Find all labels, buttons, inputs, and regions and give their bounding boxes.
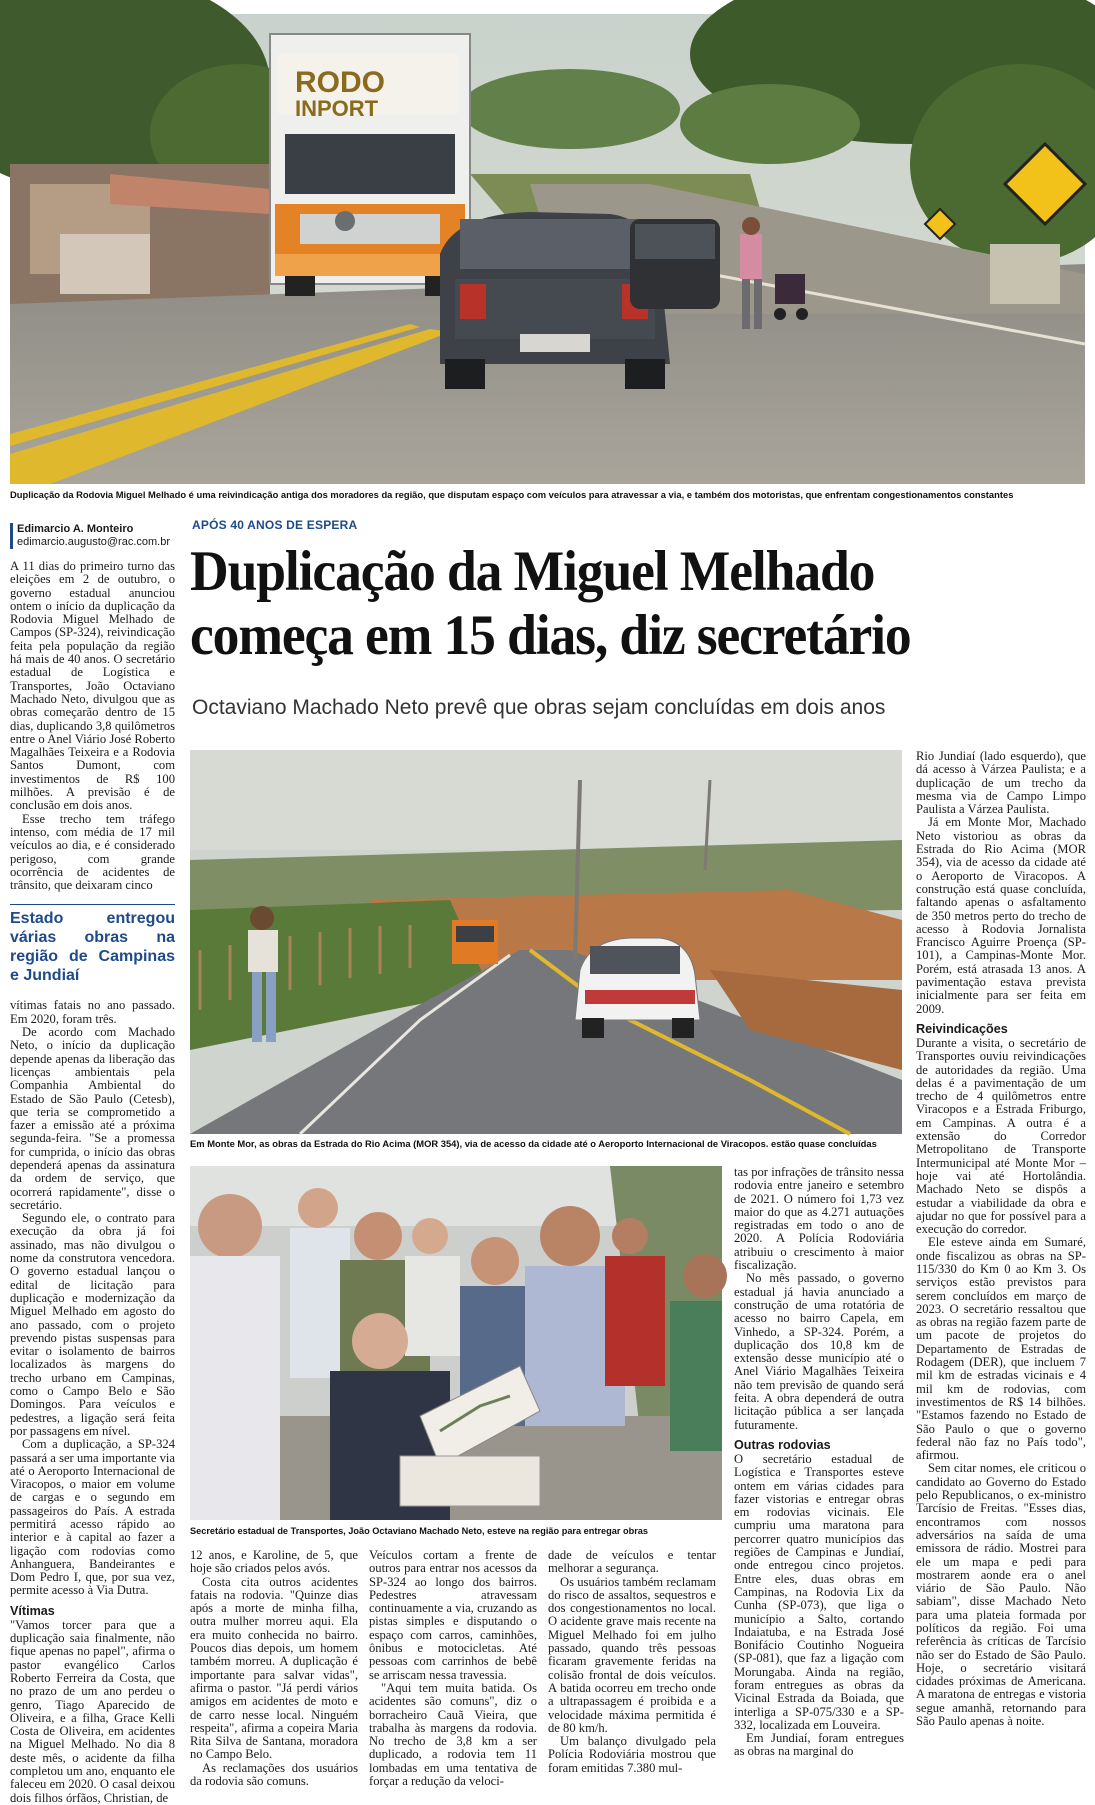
subhead-reivindicacoes: Reivindicações [916,1021,1008,1036]
deck: Octaviano Machado Neto prevê que obras sejam concluídas em dois anos [192,696,886,719]
column-5 [734,1166,904,1796]
column-4 [548,1549,716,1796]
byline [10,523,177,549]
highway-scene-illustration [10,14,1085,484]
col6-paragraph: Rio Jundiaí (lado esquerdo), que dá acesso à Várzea Paulista; e a duplicação de um trecho da mesma via de Campo Limpo Paulista a Várzea Paulista. [916,749,1086,817]
col5-paragraph: O secretário estadual de Logística e Transportes esteve ontem em várias cidades para fazer vistorias e entregar obras em rodovias vicinais. Ele cumpriu uma maratona para percorrer quatro municípios das regiões de Campinas e Jundiaí, onde entregou cinco projetos. Entre eles, duas obras em Campinas, na Rodovia Lix da Cunha (SP-073), que liga o município a Salto, cortando Indaiatuba, e na Estrada José Bonifácio Coutinho Nogueira (SP-081), que faz a ligação com Morungaba. Ainda na região, foram entregues as obras da Vicinal Estrada da Boiada, que interliga a SP-075/330 e a SP-332, localizada em Louveira. [734,1451,904,1732]
truck-sign-line1: RODO [295,66,385,99]
col4-paragraph: dade de veículos e tentar melhorar a segurança. [548,1548,716,1576]
col1-paragraph: "Vamos torcer para que a duplicação saia finalmente, não fique apenas no papel", afirma o pastor evangélico Carlos Roberto Ferreira da Costa, que no prazo de um ano perdeu o genro, Tiago Aparecido de Oliveira, e a filha, Grace Kelli Costa de Oliveira, em acidentes na Miguel Melhado. No dia 8 deste mês, o acidente da filha completou um ano, enquanto ele faleceu em 2020. O casal deixou dois filhos órfãos, Christian, de [10,1617,175,1805]
col1-paragraph: Com a duplicação, a SP-324 passará a ser uma importante via até o Aeroporto Internacional de Viracopos, o maior em volume de cargas e o segundo em passageiros do País. A estrada permitirá acesso rápido ao interior e à capital ao fazer a ligação com rodovias como Anhanguera, Bandeirantes e Dom Pedro I, que, por sua vez, permite acesso à Via Dutra. [10,1437,175,1598]
col1-paragraph: A 11 dias do primeiro turno das eleições em 2 de outubro, o governo estadual anunciou ontem o início da duplicação da Rodovia Miguel Melhado de Campos (SP-324), reivindicação feita pela população da região há mais de 40 anos. O secretário estadual de Logística e Transportes, João Octaviano Machado Neto, divulgou que as obras começarão dentro de 15 dias, duplicando 3,8 quilômetros entre o Anel Viário José Roberto Magalhães Teixeira e a Rodovia Santos Dumont, com investimentos de R$ 100 milhões. A previsão é de conclusão em dois anos. [10,559,175,813]
col6-paragraph: Durante a visita, o secretário de Transportes ouviu reivindicações de autoridades da região. Uma delas é a pavimentação de um trecho de 4 quilômetros entre Viracopos e a Estrada Friburgo, em Campinas. A outra é a extensão do Corredor Metropolitano de Transporte Intermunicipal até Monte Mor – hoje vai até Hortolândia. Machado Neto se dispôs a estudar a viabilidade da obra e ajudar no que for possível para a execução do corredor. [916,1035,1086,1237]
middle-photo [190,750,902,1134]
pull-quote-rule [10,904,175,905]
byline-author: Edimarcio A. Monteiro [17,523,134,535]
column-1 [10,559,175,1805]
col2-paragraph: Costa cita outros acidentes fatais na rodovia. "Quinze dias após a morte de minha filha, outra mulher morreu aqui. Ela era muito conhecida no bairro. Poucos dias depois, um homem também morreu. A duplicação é importante para salvar vidas", afirma o pastor. "Já perdi vários amigos em acidentes de moto e de carro nesse local. Ninguém respeita", afirma a copeira Maria Rita Silva de Santana, moradora no Campo Belo. [190,1574,358,1762]
col5-paragraph: tas por infrações de trânsito nessa rodovia entre janeiro e setembro de 2021. O número foi 1,73 vez maior do que as 4.271 autuações registradas em todo o ano de 2020. A Polícia Rodoviária atribuiu o crescimento à maior fiscalização. [734,1165,904,1273]
col5-paragraph: No mês passado, o governo estadual já havia anunciado a construção de uma rotatória de acesso no bairro Capela, em Vinhedo, a SP-324. Porém, a duplicação dos 10,8 km de extensão desse município até o Anel Viário Magalhães Teixeira não tem previsão de quando será feita. A obra dependerá de outra licitação pública a ser lançada futuramente. [734,1271,904,1432]
subhead-vitimas: Vítimas [10,1603,55,1618]
col6-paragraph: Já em Monte Mor, Machado Neto vistoriou as obras da Estrada do Rio Acima (MOR 354), via de acesso da cidade até o Aeroporto de Viracopos. A construção está quase concluída, faltando apenas o asfaltamento de 350 metros perto do trecho de acesso à Rodovia Jornalista Francisco Aguirre Proença (SP-101), a Campinas-Monte Mor. Porém, está atrasada 13 anos. A pavimentação estava prevista inicialmente para ser feita em 2009. [916,815,1086,1016]
column-6 [916,750,1086,1796]
col1-paragraph: De acordo com Machado Neto, o início da duplicação depende apenas da liberação das licenças ambientais pela Companhia Ambiental do Estado de São Paulo (Cetesb), que teria se comprometido a fazer a emissão até a próxima segunda-feira. "Se a promessa for cumprida, o início das obras dependerá apenas da assinatura da ordem de serviço, que ocorrerá rapidamente", disse o secretário. [10,1025,175,1212]
bottom-photo-caption: Secretário estadual de Transportes, João Octaviano Machado Neto, esteve na região para entregar obras [190,1526,649,1536]
middle-photo-caption: Em Monte Mor, as obras da Estrada do Rio Acima (MOR 354), via de acesso da cidade até o Aeroporto Internacional de Viracopos. estão quase concluídas [190,1138,877,1149]
subhead-outras-rodovias: Outras rodovias [734,1437,831,1452]
col1-paragraph: Esse trecho tem tráfego intenso, com média de 17 mil veículos ao dia, e é considerado perigoso, com grande ocorrência de acidentes de trânsito, que deixaram cinco [10,811,175,893]
col4-paragraph: Os usuários também reclamam do risco de assaltos, sequestros e dos congestionamentos no local. O acidente grave mais recente na Miguel Melhado foi em julho passado, quando três pessoas ficaram gravemente feridas na colisão frontal de dois veículos. A batida ocorreu em trecho onde a ultrapassagem é proibida e a velocidade máxima permitida é de 80 km/h. [548,1574,716,1735]
col6-paragraph: Sem citar nomes, ele criticou o candidato ao Governo do Estado pelo Republicanos, o ex-ministro Tarcísio de Freitas. "Esses dias, encontramos com nossos adversários na saída de uma emissora de rádio. Mostrei para ele um mapa e pedi para mostrarem aonde era o anel viário de São Paulo. Não sabiam", disse Machado Neto para uma plateia formada por políticos da região. Foi uma referência às críticas de Tarcísio não ser do Estado de São Paulo. Hoje, o secretário visitará cidades próximas de Americana. A maratona de entregas e vistoria segue amanhã, retornando para São Paulo apenas à noite. [916,1461,1086,1729]
column-2 [190,1549,358,1796]
top-photo-caption: Duplicação da Rodovia Miguel Melhado é uma reivindicação antiga dos moradores da região, que disputam espaço com veículos para atravessar a via, e também dos motoristas, que enfrentam congestionamentos constantes [10,489,1014,500]
officials-meeting-illustration [190,1166,722,1520]
bottom-photo [190,1166,722,1520]
pull-quote: Estado entregou várias obras na região de Campinas e Jundiaí [10,910,175,985]
col6-paragraph: Ele esteve ainda em Sumaré, onde fiscalizou as obras na SP-115/330 do Km 0 ao Km 3. Os serviços estão previstos para serem concluídos em março de 2023. O secretário ressaltou que as obras na região fazem parte de um pacote de projetos do Departamento de Estradas de Rodagem (DER), que incluem 7 mil km de estradas vicinais e 4 mil km de rodovias, com investimentos de R$ 14 bilhões. "Estamos fazendo no Estado de São Paulo o que o governo federal não faz no País todo", afirmou. [916,1235,1086,1463]
kicker: APÓS 40 ANOS DE ESPERA [192,518,358,532]
col2-paragraph: 12 anos, e Karoline, de 5, que hoje são criados pelos avós. [190,1548,358,1576]
col5-paragraph: Em Jundiaí, foram entregues as obras na marginal do [734,1731,904,1759]
col1-paragraph: vítimas fatais no ano passado. Em 2020, foram três. [10,998,175,1026]
column-3 [369,1549,537,1796]
headline-line2: começa em 15 dias, diz secretário [190,604,911,667]
rural-road-illustration [190,750,902,1134]
col1-paragraph: Segundo ele, o contrato para execução da obra já foi assinado, mas não divulgou o nome da construtora vencedora. O governo estadual lançou o edital de licitação para duplicação e modernização da Miguel Melhado em agosto do ano passado, com o projeto prevendo pistas suspensas para evitar o isolamento de bairros localizados às margens do trecho urbano em Campinas, como o Campo Belo e São Domingos. Para veículos e pedestres, a ligação será feita por passagens em nível. [10,1211,175,1438]
col4-paragraph: Um balanço divulgado pela Polícia Rodoviária mostrou que foram emitidas 7.380 mul- [548,1734,716,1775]
headline-line1: Duplicação da Miguel Melhado [190,540,875,603]
top-photo [10,14,1085,484]
truck-sign-line2: INPORT [295,96,379,121]
col3-paragraph: Veículos cortam a frente de outros para entrar nos acessos da SP-324 ao longo dos bairros. Pedestres atravessam continuamente a via, cruzando as pistas simples e disputando o espaço com carros, caminhões, ônibus e motocicletas. Até pessoas com carrinhos de bebê se arriscam nessa travessia. [369,1548,537,1682]
col2-paragraph: As reclamações dos usuários da rodovia são comuns. [190,1760,358,1789]
col3-paragraph: "Aqui tem muita batida. Os acidentes são comuns", diz o borracheiro Cauã Vieira, que trabalha às margens da rodovia. No trecho de 3,8 km a ser duplicado, a rodovia tem 11 lombadas em uma tentativa de forçar a redução da veloci- [369,1680,537,1789]
byline-email: edimarcio.augusto@rac.com.br [17,536,171,548]
